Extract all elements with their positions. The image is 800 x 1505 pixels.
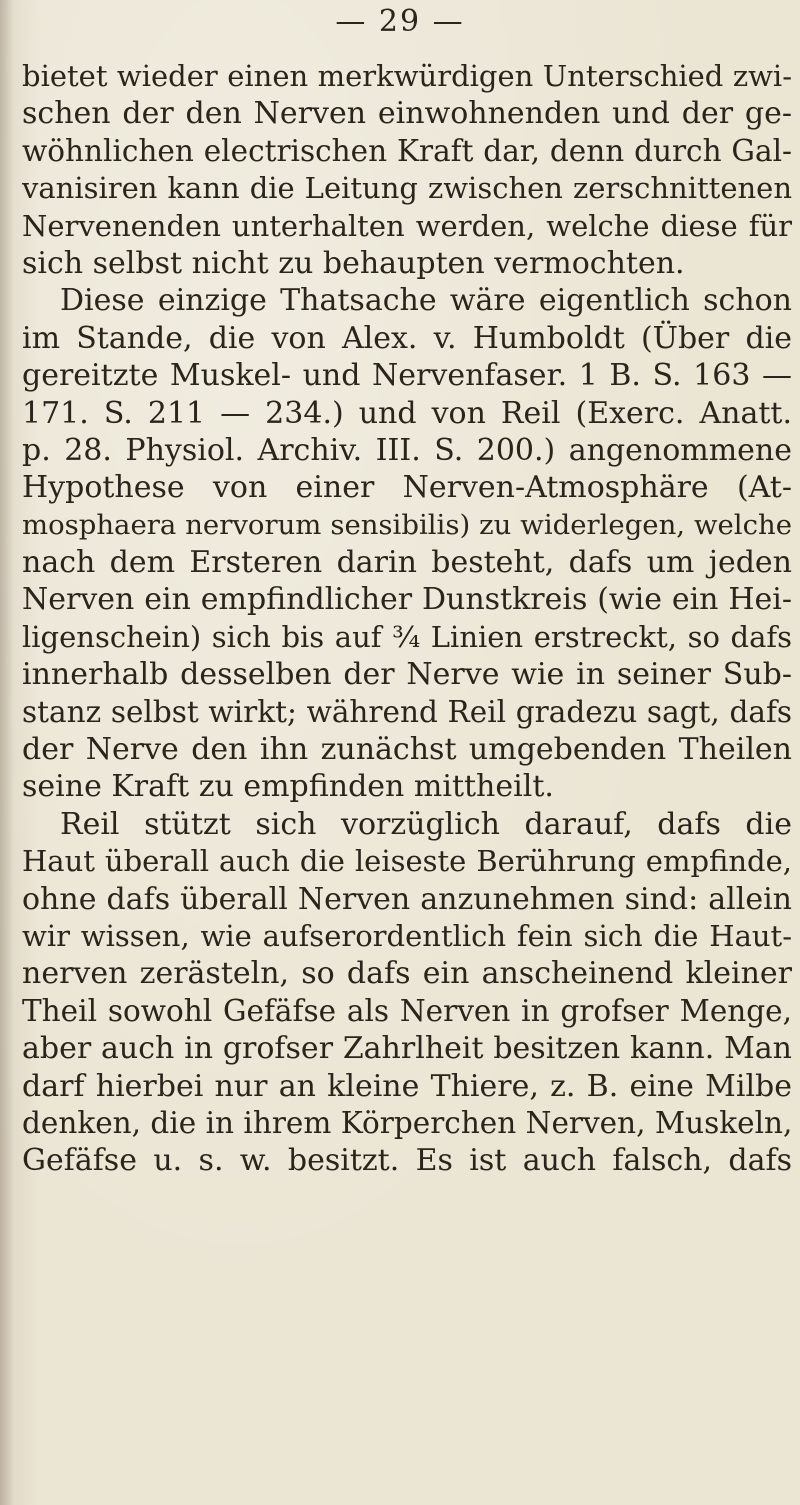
text-line: denken, die in ihrem Körperchen Nerven, Muskeln,: [22, 1105, 792, 1140]
text-line: vanisiren kann die Leitung zwischen zerschnittenen: [22, 171, 792, 206]
text-line: sich selbst nicht zu behaupten vermochten.: [22, 245, 685, 281]
text-line: schen der den Nerven einwohnenden und der ge-: [22, 96, 792, 132]
page-number: — 29 —: [335, 4, 465, 39]
text-line: bietet wieder einen merkwürdigen Unterschied zwi-: [22, 59, 792, 93]
text-line: Reil stützt sich vorzüglich darauf, dafs die: [60, 806, 792, 842]
text-line: nerven zerästeln, so dafs ein anscheinend kleiner: [22, 956, 792, 992]
text-line: p. 28. Physiol. Archiv. III. S. 200.) angenommene: [22, 432, 792, 468]
text-line: gereitzte Muskel- und Nervenfaser. 1 B. S. 163 —: [22, 358, 792, 394]
text-line: wöhnlichen electrischen Kraft dar, denn durch Gal-: [22, 133, 792, 168]
text-line: aber auch in grofser Zahrlheit besitzen kann. Man: [22, 1031, 792, 1067]
text-line: innerhalb desselben der Nerve wie in seiner Sub-: [22, 657, 792, 693]
text-line: Haut überall auch die leiseste Berührung empfinde,: [22, 844, 792, 879]
text-line: Nervenenden unterhalten werden, welche diese für: [22, 208, 792, 243]
text-line: Gefäfse u. s. w. besitzt. Es ist auch falsch, dafs: [22, 1143, 792, 1179]
text-line: wir wissen, wie aufserordentlich fein sich die Haut-: [22, 918, 792, 953]
text-line: stanz selbst wirkt; während Reil gradezu sagt, dafs: [22, 694, 792, 729]
text-line: im Stande, die von Alex. v. Humboldt (Über die: [22, 320, 792, 356]
text-line: ohne dafs überall Nerven anzunehmen sind: allein: [22, 881, 792, 917]
text-line: der Nerve den ihn zunächst umgebenden Theilen: [22, 732, 792, 768]
text-line: nach dem Ersteren darin besteht, dafs um jeden: [22, 545, 792, 581]
text-line: Diese einzige Thatsache wäre eigentlich schon: [60, 283, 792, 319]
text-line: 171. S. 211 — 234.) und von Reil (Exerc. Anatt.: [22, 395, 792, 431]
body-text: [22, 58, 792, 1180]
text-line: ligenschein) sich bis auf ¾ Linien erstreckt, so dafs: [22, 619, 792, 654]
text-line: Nerven ein empfindlicher Dunstkreis (wie ein Hei-: [22, 582, 792, 618]
text-line: seine Kraft zu empfinden mittheilt.: [22, 769, 554, 805]
text-line: mosphaera nervorum sensibilis) zu widerlegen, welche: [22, 508, 792, 541]
page-gutter-shadow: [0, 0, 14, 1505]
text-line: Theil sowohl Gefäfse als Nerven in grofser Menge,: [22, 993, 792, 1028]
text-line: darf hierbei nur an kleine Thiere, z. B. eine Milbe: [22, 1068, 792, 1104]
text-line: Hypothese von einer Nerven-Atmosphäre (At-: [22, 470, 792, 506]
